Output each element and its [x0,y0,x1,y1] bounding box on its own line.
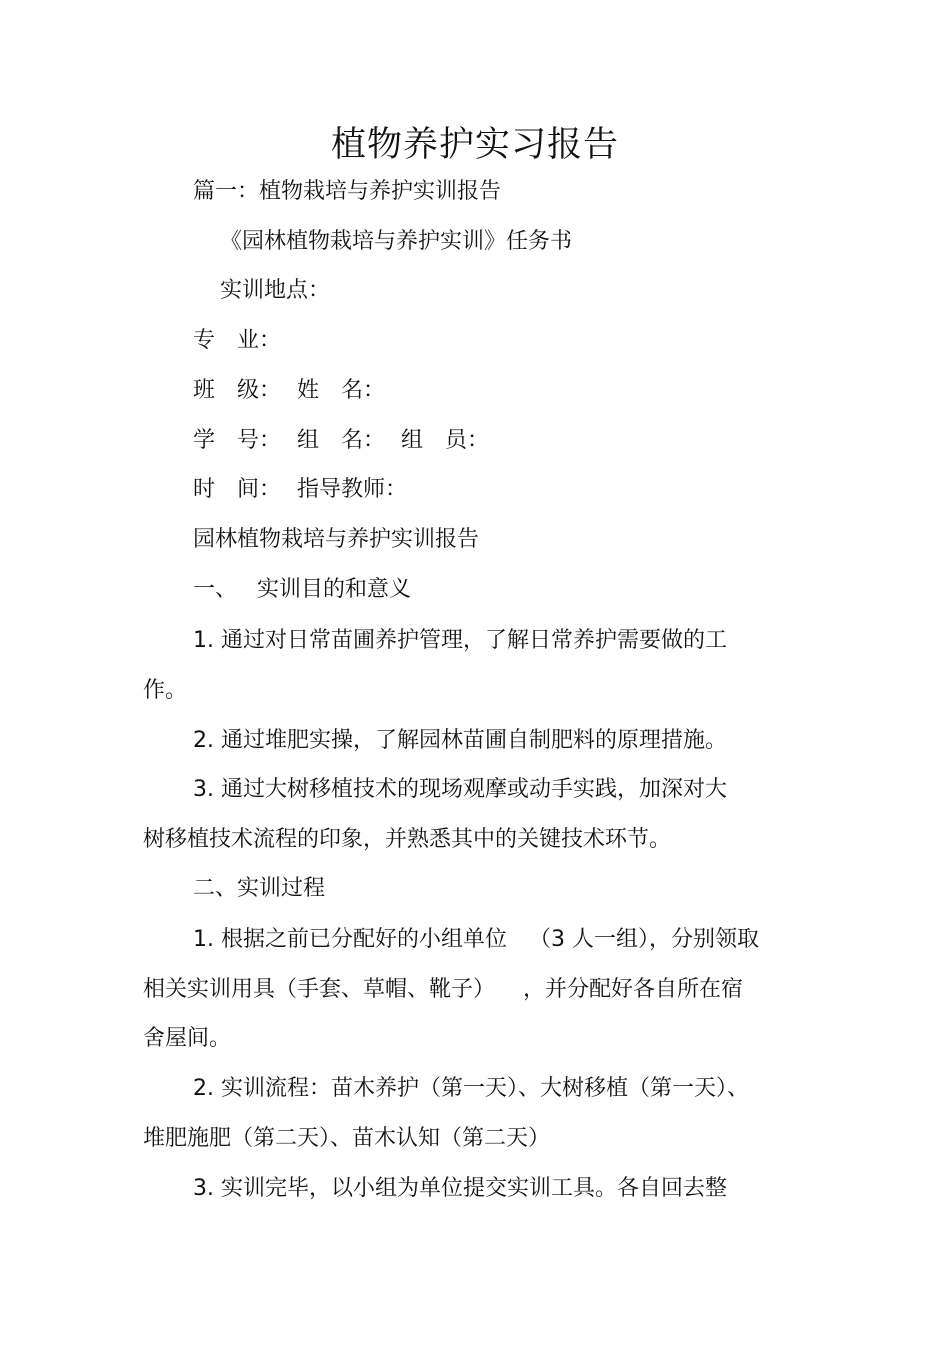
section2-item1-line1-part-b: （3 人一组），分别领取 [528,927,759,952]
chapter-heading: 篇一：植物栽培与养护实训报告 [193,179,502,204]
section2-item1-line1 [193,925,759,955]
section2-item1-line2-part-a: 相关实训用具（手套、草帽、靴子） [143,977,496,1002]
location-label: 实训地点： [220,278,331,303]
section2-item1-line3: 舍屋间。 [143,1026,232,1051]
time-label: 时 间： [193,477,282,502]
section1-heading-number: 一、 [193,577,238,602]
report-title: 园林植物栽培与养护实训报告 [193,527,480,552]
student-group-row [193,426,489,456]
section2-item1-line2 [143,975,743,1005]
section1-item2: 2. 通过堆肥实操，了解园林苗圃自制肥料的原理措施。 [193,728,727,753]
section2-item1-line1-part-a: 1. 根据之前已分配好的小组单位 [193,927,507,952]
group-name-label: 组 名： [297,428,386,453]
section1-item1-line1: 1. 通过对日常苗圃养护管理，了解日常养护需要做的工 [193,628,727,653]
section1-heading-text: 实训目的和意义 [257,577,412,602]
section2-item2-line2: 堆肥施肥（第二天）、苗木认知（第二天） [143,1126,551,1151]
time-teacher-row [193,475,407,505]
section1-heading [193,575,411,605]
major-label: 专 业： [193,328,282,353]
class-label: 班 级： [193,378,282,403]
document-title: 植物养护实习报告 [330,125,619,165]
section2-item1-line2-part-b: ，并分配好各自所在宿 [523,977,744,1002]
student-id-label: 学 号： [193,428,282,453]
section1-item3-line1: 3. 通过大树移植技术的现场观摩或动手实践，加深对大 [193,777,727,802]
teacher-label: 指导教师： [297,477,408,502]
group-member-label: 组 员： [401,428,490,453]
name-label: 姓 名： [297,378,386,403]
section2-heading: 二、实训过程 [193,876,326,901]
section1-item3-line2: 树移植技术流程的印象，并熟悉其中的关键技术环节。 [143,827,672,852]
section2-item2-line1: 2. 实训流程：苗木养护（第一天）、大树移植（第一天）、 [193,1076,749,1101]
task-book-title: 《园林植物栽培与养护实训》任务书 [220,229,573,254]
class-name-row [193,376,385,406]
section2-item3-line1: 3. 实训完毕，以小组为单位提交实训工具。各自回去整 [193,1176,727,1201]
section1-item1-line2: 作。 [143,678,188,703]
